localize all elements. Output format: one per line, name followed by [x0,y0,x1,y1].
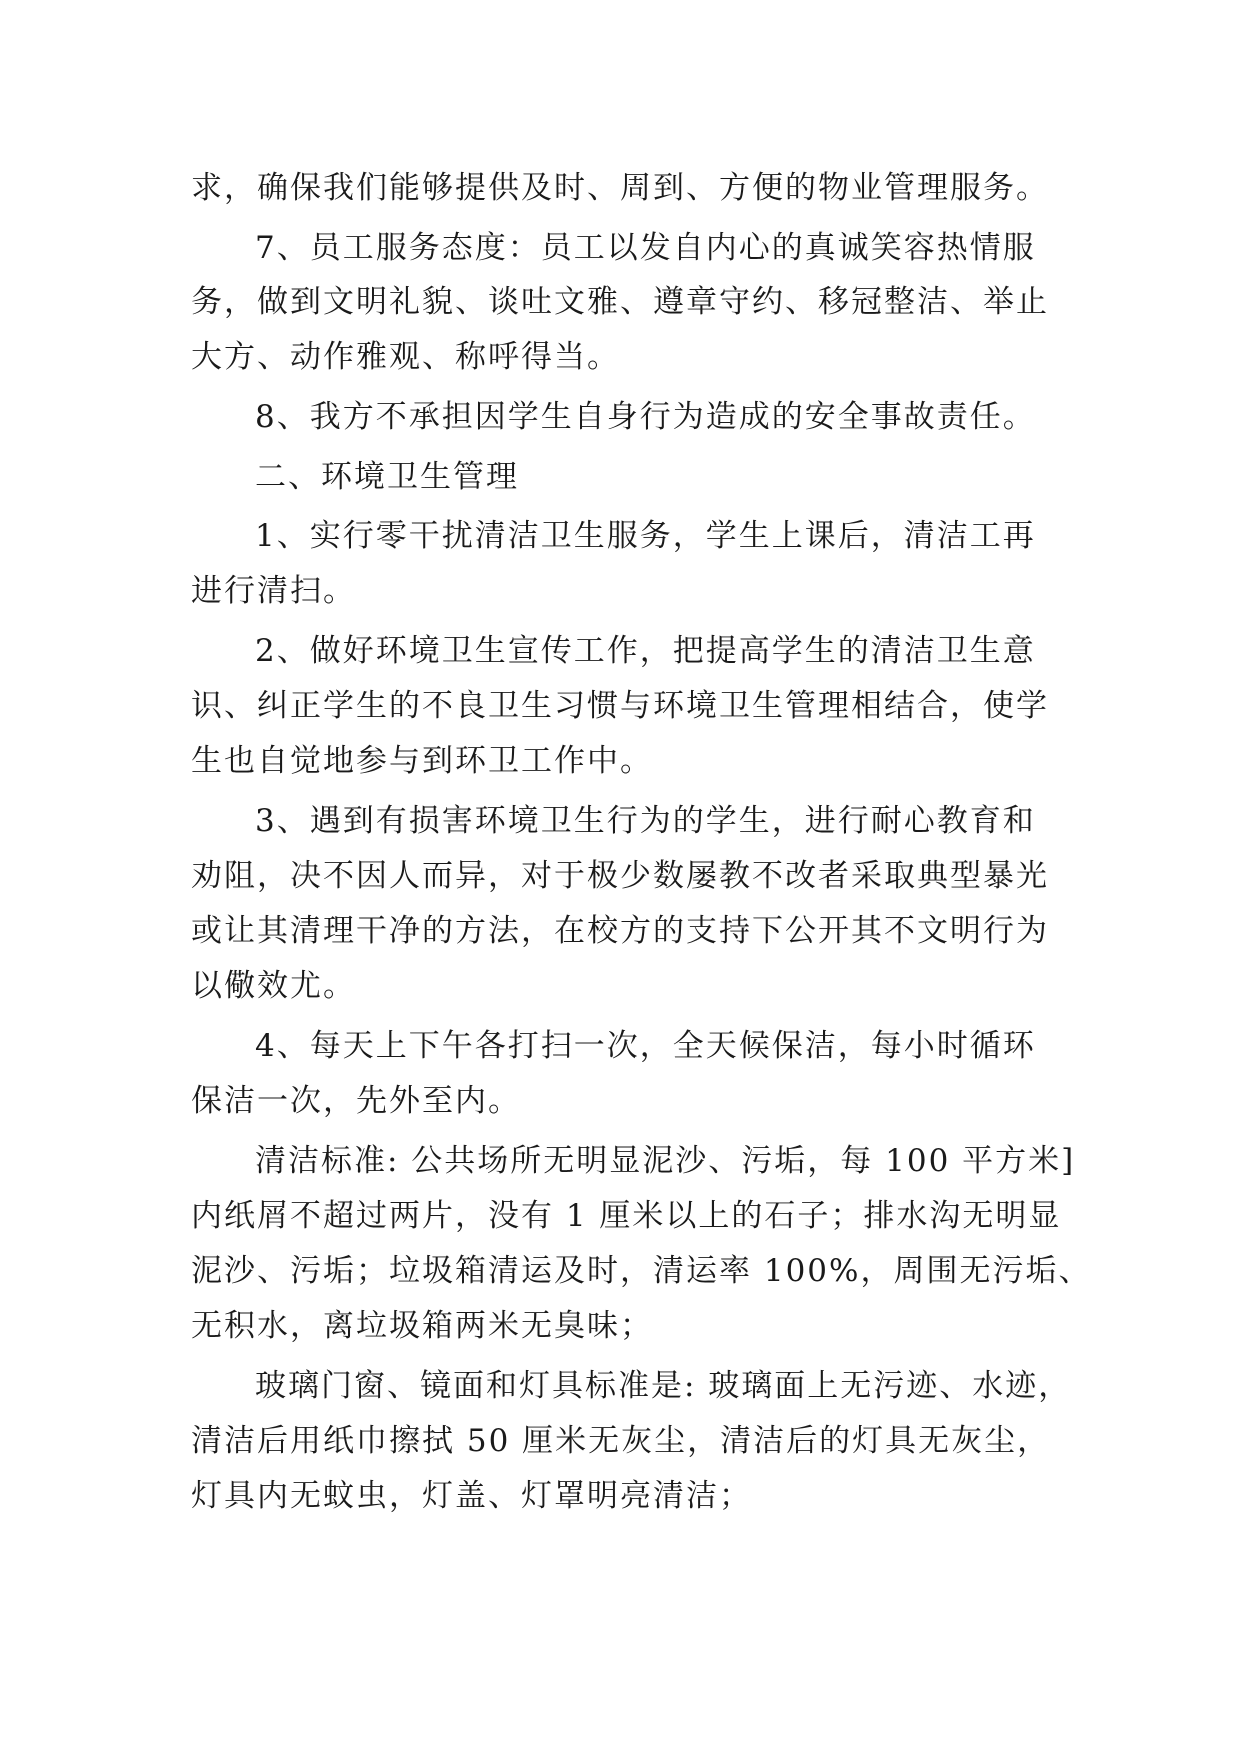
text-line: 求，确保我们能够提供及时、周到、方便的物业管理服务。 [191,170,1049,206]
text-line: 保洁一次，先外至内。 [191,1083,521,1119]
text-line: 泥沙、污垢；垃圾箱清运及时，清运率 100%，周围无污垢、 [191,1253,1092,1289]
text-line: 8、我方不承担因学生自身行为造成的安全事故责任。 [255,399,1036,435]
text-line: 3、遇到有损害环境卫生行为的学生，进行耐心教育和 [255,803,1036,839]
text-line: 务，做到文明礼貌、谈吐文雅、遵章守约、移冠整洁、举止 [191,284,1049,320]
section-heading: 二、环境卫生管理 [255,459,519,495]
text-line: 生也自觉地参与到环卫工作中。 [191,743,653,779]
text-line: 以儆效尤。 [191,968,356,1004]
text-line: 4、每天上下午各打扫一次，全天候保洁，每小时循环 [255,1028,1036,1064]
text-line: 识、纠正学生的不良卫生习惯与环境卫生管理相结合，使学 [191,688,1049,724]
text-line: 或让其清理干净的方法，在校方的支持下公开其不文明行为 [191,913,1049,949]
text-line: 劝阻，决不因人而异，对于极少数屡教不改者采取典型暴光 [191,858,1049,894]
text-line: 2、做好环境卫生宣传工作，把提高学生的清洁卫生意 [255,633,1036,669]
text-line: 玻璃门窗、镜面和灯具标准是: 玻璃面上无污迹、水迹， [255,1368,1072,1404]
text-line: 进行清扫。 [191,573,356,609]
text-line: 清洁标准: 公共场所无明显泥沙、污垢，每 100 平方米] [255,1143,1076,1179]
text-line: 内纸屑不超过两片，没有 1 厘米以上的石子；排水沟无明显 [191,1198,1062,1234]
text-line: 7、员工服务态度：员工以发自内心的真诚笑容热情服 [255,230,1036,266]
text-line: 灯具内无蚊虫，灯盖、灯罩明亮清洁； [191,1478,752,1514]
text-line: 大方、动作雅观、称呼得当。 [191,339,620,375]
text-line: 无积水，离垃圾箱两米无臭味； [191,1308,653,1344]
text-line: 1、实行零干扰清洁卫生服务，学生上课后，清洁工再 [255,518,1036,554]
text-line: 清洁后用纸巾擦拭 50 厘米无灰尘，清洁后的灯具无灰尘， [191,1423,1051,1459]
